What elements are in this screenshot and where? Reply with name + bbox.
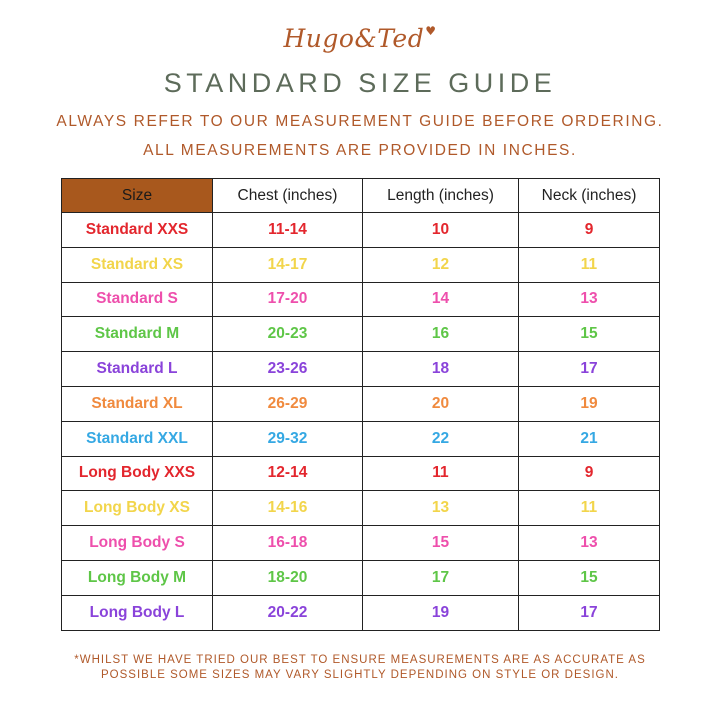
cell-length: 10 (363, 213, 519, 248)
table-row (62, 317, 660, 352)
table-row (62, 491, 660, 526)
cell-size: Standard XL (62, 386, 213, 421)
column-header-length: Length (inches) (363, 179, 519, 213)
cell-size: Standard XXL (62, 421, 213, 456)
heart-icon: ♥ (425, 24, 437, 38)
cell-chest: 12-14 (213, 456, 363, 491)
brand-name: Hugo&Ted (283, 24, 425, 53)
cell-length: 20 (363, 386, 519, 421)
cell-chest: 16-18 (213, 526, 363, 561)
brand-logo (0, 24, 720, 53)
table-row (62, 456, 660, 491)
cell-chest: 14-17 (213, 247, 363, 282)
column-header-neck: Neck (inches) (519, 179, 660, 213)
cell-size: Standard XS (62, 247, 213, 282)
column-header-size: Size (62, 179, 213, 213)
cell-neck: 13 (519, 526, 660, 561)
cell-size: Standard XXS (62, 213, 213, 248)
cell-neck: 17 (519, 352, 660, 387)
table-row (62, 386, 660, 421)
cell-length: 15 (363, 526, 519, 561)
table-row (62, 595, 660, 630)
cell-chest: 26-29 (213, 386, 363, 421)
cell-neck: 11 (519, 491, 660, 526)
cell-neck: 9 (519, 213, 660, 248)
cell-length: 12 (363, 247, 519, 282)
cell-length: 17 (363, 560, 519, 595)
table-row (62, 247, 660, 282)
cell-chest: 23-26 (213, 352, 363, 387)
cell-neck: 15 (519, 560, 660, 595)
cell-chest: 17-20 (213, 282, 363, 317)
cell-neck: 9 (519, 456, 660, 491)
column-header-chest: Chest (inches) (213, 179, 363, 213)
cell-neck: 15 (519, 317, 660, 352)
cell-size: Standard M (62, 317, 213, 352)
table-body (62, 213, 660, 631)
footnote-line-1: *WHILST WE HAVE TRIED OUR BEST TO ENSURE MEASUREMENTS ARE AS ACCURATE AS (74, 654, 646, 666)
cell-length: 19 (363, 595, 519, 630)
cell-neck: 17 (519, 595, 660, 630)
cell-neck: 21 (519, 421, 660, 456)
cell-chest: 18-20 (213, 560, 363, 595)
cell-neck: 11 (519, 247, 660, 282)
table-row (62, 560, 660, 595)
table-row (62, 352, 660, 387)
cell-size: Long Body XS (62, 491, 213, 526)
table-header-row (62, 179, 660, 213)
cell-size: Long Body S (62, 526, 213, 561)
cell-length: 13 (363, 491, 519, 526)
cell-chest: 14-16 (213, 491, 363, 526)
cell-size: Long Body M (62, 560, 213, 595)
table-row (62, 421, 660, 456)
cell-length: 16 (363, 317, 519, 352)
cell-size: Standard S (62, 282, 213, 317)
cell-chest: 11-14 (213, 213, 363, 248)
cell-chest: 20-23 (213, 317, 363, 352)
table-row (62, 213, 660, 248)
cell-neck: 13 (519, 282, 660, 317)
subtitle-line-2: ALL MEASUREMENTS ARE PROVIDED IN INCHES. (143, 142, 577, 159)
page-title: STANDARD SIZE GUIDE (163, 68, 557, 98)
subtitle-line-1: ALWAYS REFER TO OUR MEASUREMENT GUIDE BEFORE ORDERING. (56, 113, 664, 130)
cell-length: 14 (363, 282, 519, 317)
cell-size: Standard L (62, 352, 213, 387)
cell-neck: 19 (519, 386, 660, 421)
cell-chest: 20-22 (213, 595, 363, 630)
footnote-line-2: POSSIBLE SOME SIZES MAY VARY SLIGHTLY DEPENDING ON STYLE OR DESIGN. (101, 669, 619, 681)
cell-length: 18 (363, 352, 519, 387)
cell-length: 22 (363, 421, 519, 456)
size-table (61, 178, 660, 631)
table-row (62, 282, 660, 317)
cell-chest: 29-32 (213, 421, 363, 456)
table-row (62, 526, 660, 561)
cell-length: 11 (363, 456, 519, 491)
cell-size: Long Body L (62, 595, 213, 630)
cell-size: Long Body XXS (62, 456, 213, 491)
